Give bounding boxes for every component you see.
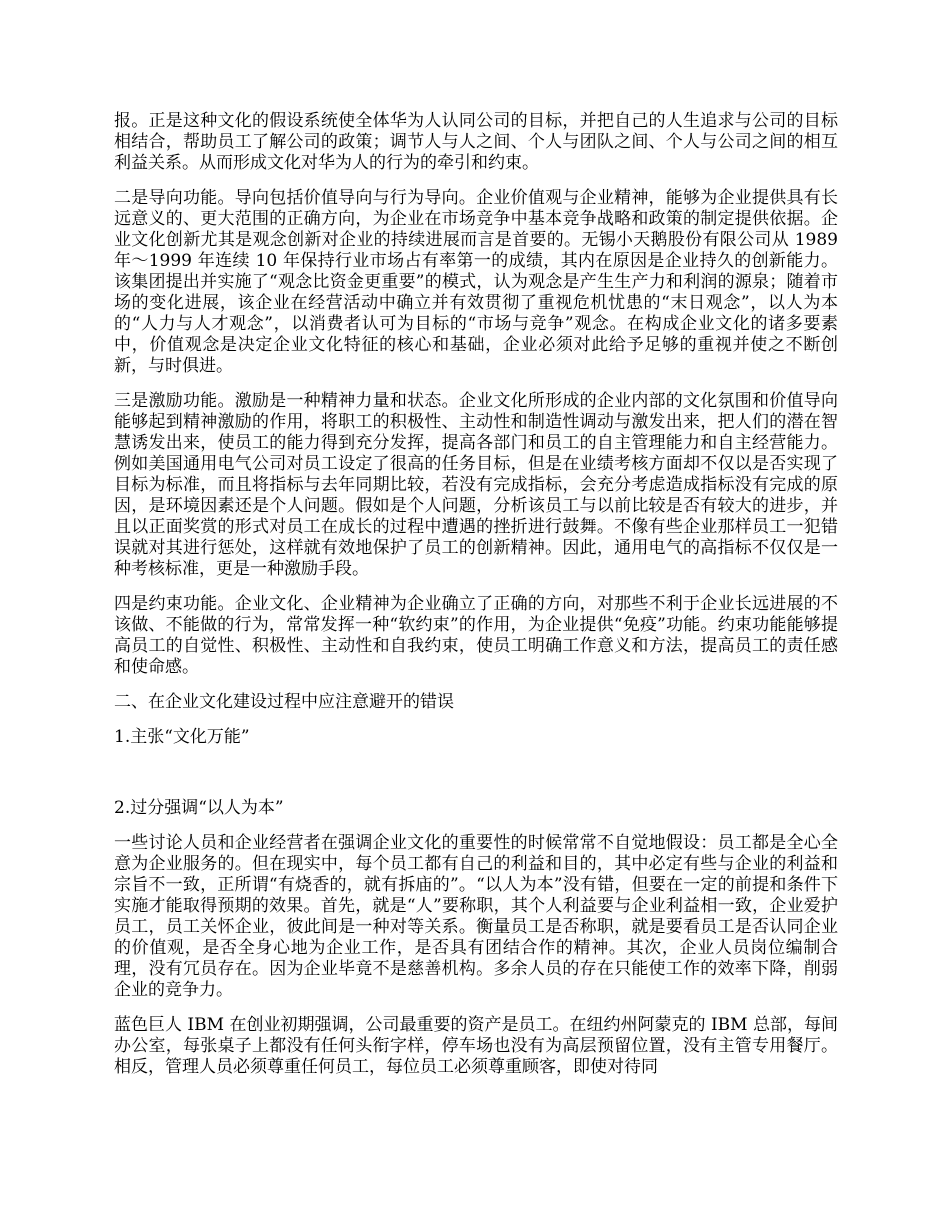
- paragraph-huawei-culture: 报。正是这种文化的假设系统使全体华为人认同公司的目标，并把自己的人生追求与公司的目标相结合，帮助员工了解公司的政策；调节人与人之间、个人与团队之间、个人与公司之间的相互利益关系。从而形成文化对华为人的行为的牵引和约束。: [114, 111, 838, 173]
- paragraph-motivation-function: 三是激励功能。激励是一种精神力量和状态。企业文化所形成的企业内部的文化氛围和价值导向能够起到精神激励的作用，将职工的积极性、主动性和制造性调动与激发出来，把人们的潜在智慧诱发出来，使员工的能力得到充分发挥，提高各部门和员工的自主管理能力和自主经营能力。例如美国通用电气公司对员工设定了很高的任务目标，但是在业绩考核方面却不仅以是否实现了目标为标准，而且将指标与去年同期比较，若没有完成指标，会充分考虑造成指标没有完成的原因，是环境因素还是个人问题。假如是个人问题，分析该员工与以前比较是否有较大的进步，并且以正面奖赏的形式对员工在成长的过程中遭遇的挫折进行鼓舞。不像有些企业那样员工一犯错误就对其进行惩处，这样就有效地保护了员工的创新精神。因此，通用电气的高指标不仅仅是一种考核标准，更是一种激励手段。: [114, 391, 838, 579]
- document-page: [114, 111, 838, 1092]
- section-heading: 二、在企业文化建设过程中应注意避开的错误: [114, 692, 454, 712]
- subheading-people-oriented: 2.过分强调“以人为本”: [114, 798, 284, 818]
- paragraph-researchers-assumption: 一些讨论人员和企业经营者在强调企业文化的重要性的时候常常不自觉地假设：员工都是全心全意为企业服务的。但在现实中，每个员工都有自己的利益和目的，其中必定有些与企业的利益和宗旨不一致，正所谓“有烧香的，就有拆庙的”。“以人为本”没有错，但要在一定的前提和条件下实施才能取得预期的效果。首先，就是“人”要称职，其个人利益要与企业利益相一致，企业爱护员工，员工关怀企业，彼此间是一种对等关系。衡量员工是否称职，就是要看员工是否认同企业的价值观，是否全身心地为企业工作，是否具有团结合作的精神。其次，企业人员岗位编制合理，没有冗员存在。因为企业毕竟不是慈善机构。多余人员的存在只能使工作的效率下降，削弱企业的竞争力。: [114, 833, 838, 1000]
- paragraph-constraint-function: 四是约束功能。企业文化、企业精神为企业确立了正确的方向，对那些不利于企业长远进展的不该做、不能做的行为，常常发挥一种“软约束”的作用，为企业提供“免疫”功能。约束功能能够提高员工的自觉性、积极性、主动性和自我约束，使员工明确工作意义和方法，提高员工的责任感和使命感。: [114, 594, 838, 677]
- subheading-culture-omnipotent: 1.主张“文化万能”: [114, 727, 250, 747]
- paragraph-guidance-function: 二是导向功能。导向包括价值导向与行为导向。企业价值观与企业精神，能够为企业提供具有长远意义的、更大范围的正确方向，为企业在市场竞争中基本竞争战略和政策的制定提供依据。企业文化创新尤其是观念创新对企业的持续进展而言是首要的。无锡小天鹅股份有限公司从 1989 年～1999 年连续 10 年保持行业市场占有率第一的成绩，其内在原因是企业持久的创新能力。该集团提出并实施了“观念比资金更重要”的模式，认为观念是产生生产力和利润的源泉；随着市场的变化进展，该企业在经营活动中确立并有效贯彻了重视危机忧患的“末日观念”，以人为本的“人力与人才观念”，以消费者认可为目标的“市场与竞争”观念。在构成企业文化的诸多要素中，价值观念是决定企业文化特征的核心和基础，企业必须对此给予足够的重视并使之不断创新，与时俱进。: [114, 188, 838, 376]
- blank-space: [114, 762, 838, 798]
- paragraph-ibm-example: 蓝色巨人 IBM 在创业初期强调，公司最重要的资产是员工。在纽约州阿蒙克的 IBM 总部，每间办公室，每张桌子上都没有任何头衔字样，停车场也没有为高层预留位置，没有主管专用餐厅。相反，管理人员必须尊重任何员工，每位员工必须尊重顾客，即使对待同: [114, 1015, 838, 1077]
